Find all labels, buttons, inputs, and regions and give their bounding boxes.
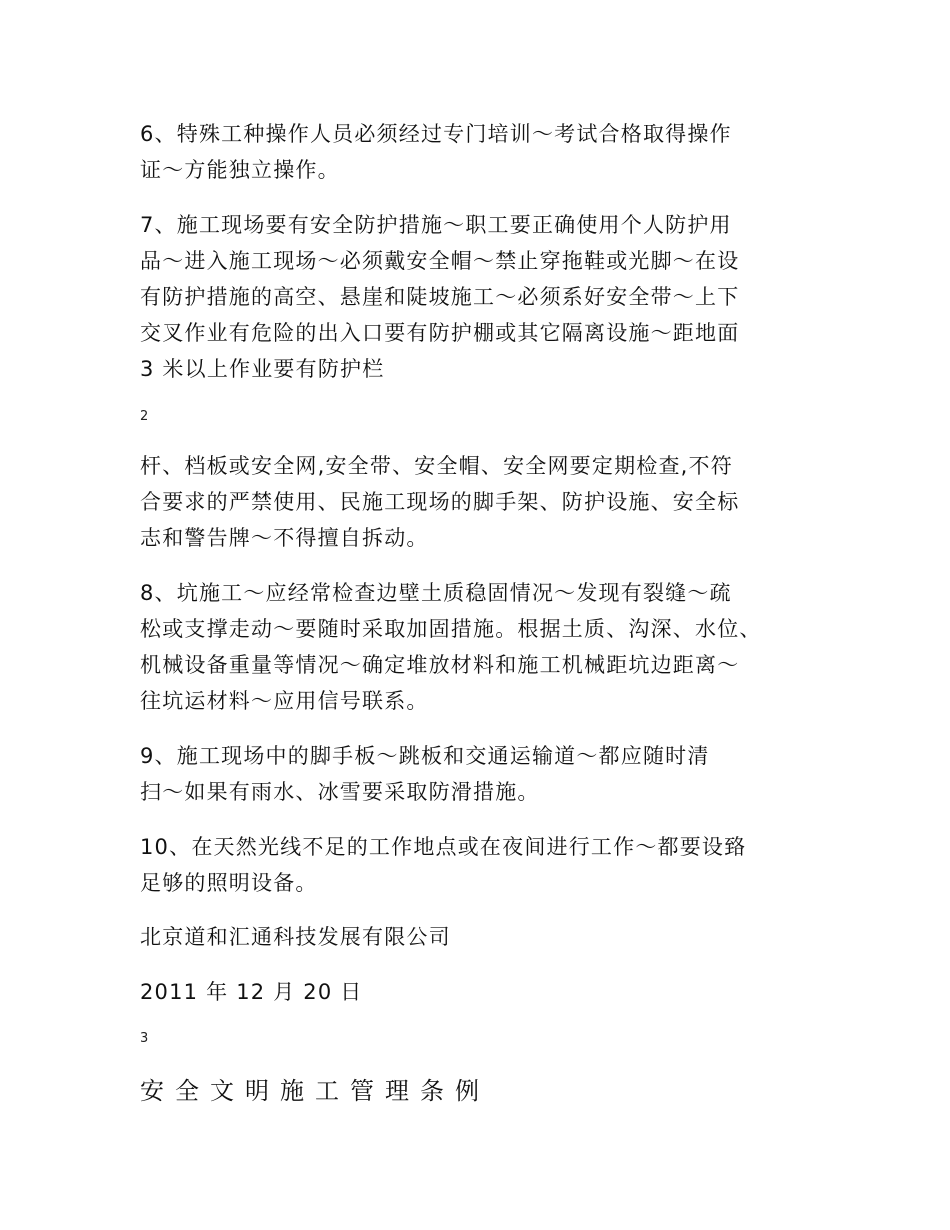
page-number: 3: [140, 1031, 149, 1046]
text-line: 证～方能独立操作。: [140, 158, 340, 182]
text-line: 品～进入施工现场～必须戴安全帽～禁止穿拖鞋或光脚～在设: [140, 249, 740, 273]
paragraph-item-7-continued: [140, 448, 820, 556]
text-line: 6、特殊工种操作人员必须经过专门培训～考试合格取得操作: [140, 122, 732, 146]
text-line: 8、坑施工～应经常检查边壁土质稳固情况～发现有裂缝～疏: [140, 581, 732, 605]
text-line: 2011 年 12 月 20 日: [140, 980, 363, 1004]
text-line: 杆、档板或安全网,安全带、安全帽、安全网要定期检查,不符: [140, 454, 733, 478]
text-line: 志和警告牌～不得擅自拆动。: [140, 526, 429, 550]
paragraph-item-10: [140, 829, 820, 901]
paragraph-item-6: [140, 116, 820, 188]
document-date: [140, 974, 820, 1010]
paragraph-item-7: [140, 207, 820, 387]
text-line: 有防护措施的高空、悬崖和陡坡施工～必须系好安全带～上下: [140, 285, 740, 309]
text-line: 合要求的严禁使用、民施工现场的脚手架、防护设施、安全标: [140, 490, 740, 514]
text-line: 10、在天然光线不足的工作地点或在夜间进行工作～都要设臵: [140, 835, 747, 859]
text-line: 7、施工现场要有安全防护措施～职工要正确使用个人防护用: [140, 213, 732, 237]
text-line: 9、施工现场中的脚手板～跳板和交通运输道～都应随时清: [140, 744, 710, 768]
text-line: 交叉作业有危险的出入口要有防护棚或其它隔离设施～距地面: [140, 321, 740, 345]
paragraph-item-9: [140, 738, 820, 810]
text-line: 扫～如果有雨水、冰雪要采取防滑措施。: [140, 780, 540, 804]
text-line: 机械设备重量等情况～确定堆放材料和施工机械距坑边距离～: [140, 653, 740, 677]
text-line: 足够的照明设备。: [140, 871, 318, 895]
paragraph-item-8: [140, 575, 820, 719]
section-title: 安全文明施工管理条例: [140, 1077, 490, 1105]
text-line: 北京道和汇通科技发展有限公司: [140, 925, 451, 949]
text-line: 3 米以上作业要有防护栏: [140, 357, 385, 381]
text-line: 往坑运材料～应用信号联系。: [140, 689, 429, 713]
company-name: [140, 919, 820, 955]
text-line: 松或支撑走动～要随时采取加固措施。根据土质、沟深、水位、: [140, 617, 762, 641]
page-number: 2: [140, 409, 149, 424]
